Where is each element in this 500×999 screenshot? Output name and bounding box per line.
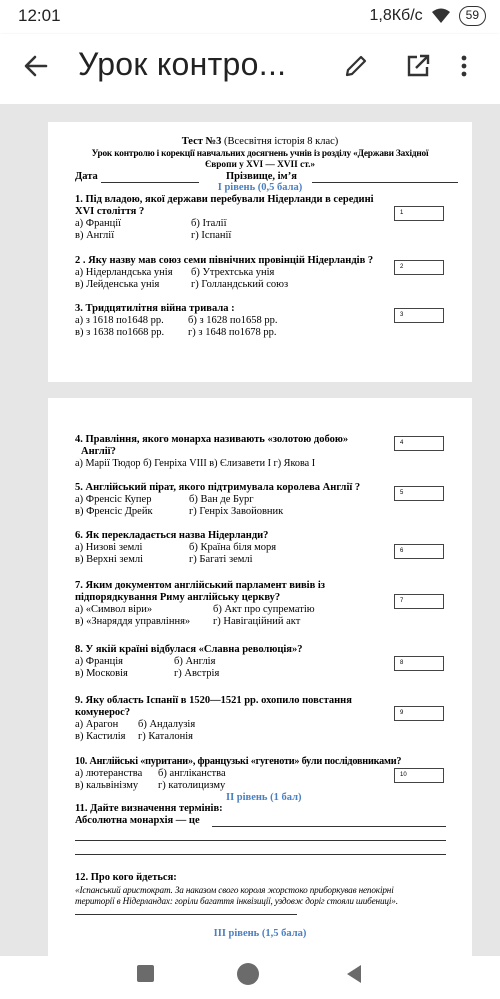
question-9-text-2: комунерос? [75, 707, 131, 718]
q5-option-d: г) Генріх Завойовник [189, 506, 284, 517]
document-title: Урок контро... [78, 46, 287, 82]
q8-option-d: г) Австрія [174, 668, 220, 679]
q8-option-c: в) Московія [75, 668, 128, 679]
answer-line-4 [75, 914, 297, 915]
answer-box-4: 4 [394, 436, 444, 451]
question-11-term: Абсолютна монархія — це [75, 815, 200, 826]
q2-option-c: в) Лейденська унія [75, 279, 160, 290]
more-vert-icon[interactable] [458, 52, 470, 80]
q2-option-d: г) Голландський союз [191, 279, 289, 290]
subtitle-line-2: Європи у XVI — XVII ст.» [204, 160, 316, 170]
question-5-text: 5. Англійський пірат, якого підтримувала королева Англії ? [75, 482, 361, 493]
q8-option-b: б) Англія [174, 656, 216, 667]
q6-option-b: б) Країна біля моря [189, 542, 277, 553]
q7-option-c: в) «Знаряддя управління» [75, 616, 191, 627]
answer-box-3: 3 [394, 308, 444, 323]
q1-option-b: б) Італії [191, 218, 227, 229]
answer-box-7: 7 [394, 594, 444, 609]
answer-box-6: 6 [394, 544, 444, 559]
q7-option-d: г) Навігаційний акт [213, 616, 301, 627]
question-3-text: 3. Тридцятилітня війна тривала : [75, 303, 235, 314]
subtitle-line-1: Урок контролю і корекції навчальних досягнень учнів із розділу «Держави Західної [91, 149, 429, 159]
q6-option-d: г) Багаті землі [189, 554, 253, 565]
answer-box-1: 1 [394, 206, 444, 221]
answer-line-3 [75, 854, 446, 855]
answer-box-5: 5 [394, 486, 444, 501]
answer-box-9: 9 [394, 706, 444, 721]
level-3-heading: ІІІ рівень (1,5 бала) [213, 928, 307, 939]
level-1-heading: І рівень (0,5 бала) [217, 182, 303, 193]
q6-option-a: а) Низові землі [75, 542, 143, 553]
document-viewer[interactable] [0, 104, 500, 956]
answer-line-2 [75, 840, 446, 841]
status-right [369, 5, 486, 27]
q9-option-d: г) Каталонія [138, 731, 194, 742]
level-2-heading: ІІ рівень (1 бал) [226, 792, 302, 803]
q5-option-a: а) Френсіс Купер [75, 494, 152, 505]
status-time: 12:01 [18, 6, 61, 25]
question-1-text: 1. Під владою, якої держави перебували Нідерланди в середині [75, 194, 374, 205]
question-11-title: 11. Дайте визначення термінів: [75, 803, 223, 814]
question-6-text: 6. Як перекладається назва Нідерланди? [75, 530, 269, 541]
q9-option-b: б) Андалузія [138, 719, 196, 730]
q3-option-c: в) з 1638 по1668 рр. [75, 327, 165, 338]
question-4-text: 4. Правління, якого монарха називають «золотою добою» [75, 434, 349, 445]
q9-option-c: в) Кастилія [75, 731, 126, 742]
q3-option-a: а) з 1618 по1648 рр. [75, 315, 164, 326]
edit-pencil-icon[interactable] [342, 52, 370, 80]
q5-option-b: б) Ван де Бург [189, 494, 254, 505]
question-4-text-2: Англії? [81, 446, 116, 457]
question-9-text: 9. Яку область Іспанії в 1520—1521 рр. охопило повстання [75, 695, 352, 706]
q1-option-d: г) Іспанії [191, 230, 232, 241]
network-speed: 1,8Кб/с [369, 7, 423, 24]
question-8-text: 8. У якій країні відбулася «Славна революція»? [75, 644, 303, 655]
app-bar [0, 34, 500, 104]
q2-option-a: а) Нідерландська унія [75, 267, 173, 278]
q10-option-b: б) англіканства [158, 768, 226, 779]
answer-box-2: 2 [394, 260, 444, 275]
name-label: Прізвище, ім’я [226, 171, 297, 182]
question-12-title: 12. Про кого йдеться: [75, 872, 177, 883]
recents-square-icon[interactable] [137, 965, 154, 982]
q1-option-a: а) Франції [75, 218, 122, 229]
question-1-text-2: XVI століття ? [75, 206, 145, 217]
q10-option-d: г) католицизму [158, 780, 226, 791]
open-external-icon[interactable] [404, 52, 432, 80]
q5-option-c: в) Френсіс Дрейк [75, 506, 153, 517]
q6-option-c: в) Верхні землі [75, 554, 144, 565]
q7-option-b: б) Акт про супрематію [213, 604, 315, 615]
question-7-text-2: підпорядкування Риму англійську церкву? [75, 592, 281, 603]
question-2-text: 2 . Яку назву мав союз семи північних провінцій Нідерландів ? [75, 255, 374, 266]
q3-option-d: г) з 1648 по1678 рр. [188, 327, 277, 338]
document-page-1 [48, 122, 472, 382]
back-triangle-icon[interactable] [345, 964, 363, 984]
question-7-text: 7. Яким документом англійський парламент вивів із [75, 580, 326, 591]
document-page-2 [48, 398, 472, 956]
question-12-text-1: «Іспанський аристократ. За наказом свого короля жорстоко приборкував непокірні [75, 885, 394, 895]
q10-option-a: а) лютеранства [75, 768, 143, 779]
q1-option-c: в) Англії [75, 230, 115, 241]
answer-box-10: 10 [394, 768, 444, 783]
q2-option-b: б) Утрехтська унія [191, 267, 275, 278]
q8-option-a: а) Франція [75, 656, 123, 667]
q10-option-c: в) кальвінізму [75, 780, 139, 791]
back-arrow-icon[interactable] [22, 52, 50, 80]
q7-option-a: а) «Символ віри» [75, 604, 153, 615]
navigation-bar [0, 956, 500, 999]
answer-line-1 [212, 826, 446, 827]
q4-options: а) Марії Тюдор б) Генріха VIII в) Єлизавети І г) Якова І [75, 458, 316, 469]
test-title: Тест №3 (Всесвітня історія 8 клас) [181, 136, 339, 147]
question-12-text-2: території в Нідерландах: горіли багаття інквізиції, уздовж доріг стояли шибениці». [75, 896, 398, 906]
q3-option-b: б) з 1628 по1658 рр. [188, 315, 278, 326]
battery-indicator: 59 [459, 6, 486, 26]
question-10-text: 10. Англійські «пуритани», французькі «гугеноти» були послідовниками? [75, 756, 402, 767]
answer-box-8: 8 [394, 656, 444, 671]
home-circle-icon[interactable] [237, 963, 259, 985]
status-bar [0, 0, 500, 34]
date-label: Дата [75, 171, 98, 182]
wifi-icon [431, 8, 451, 24]
q9-option-a: а) Арагон [75, 719, 119, 730]
